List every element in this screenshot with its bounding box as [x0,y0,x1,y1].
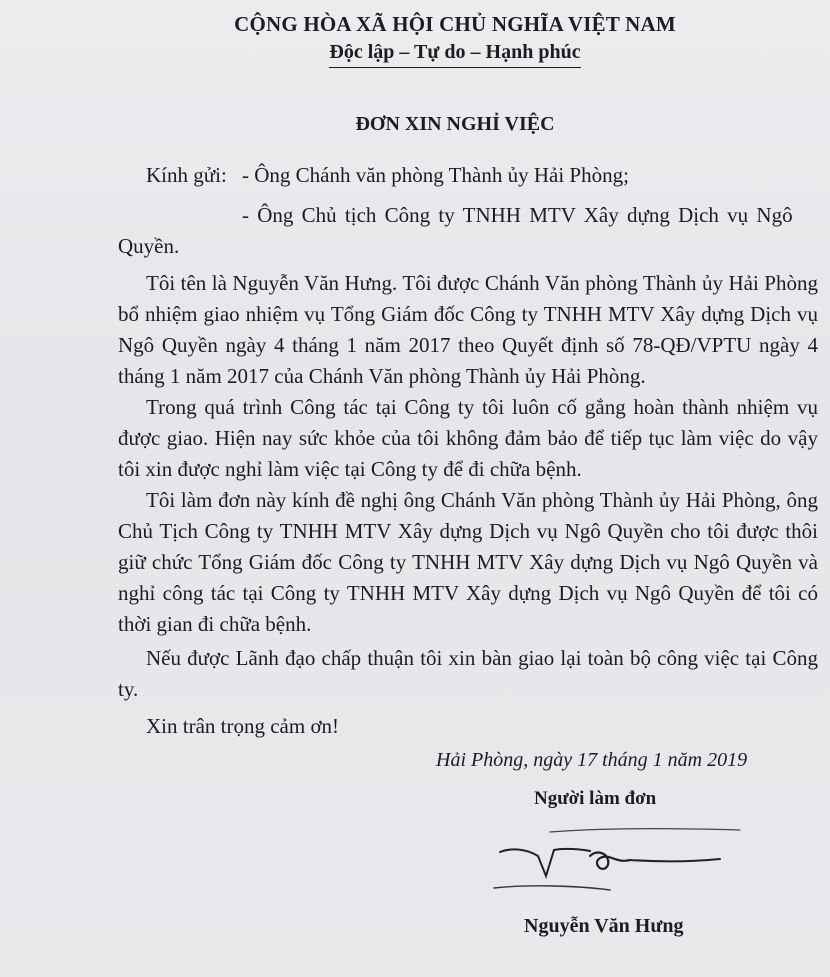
recipient-line-2-cont: Quyền. [118,234,180,258]
document-header [0,12,830,68]
document-title: ĐƠN XIN NGHỈ VIỆC [355,113,555,135]
signer-name: Nguyễn Văn Hưng [524,915,684,937]
place-and-date: Hải Phòng, ngày 17 tháng 1 năm 2019 [436,749,748,771]
paragraph-3: Tôi làm đơn này kính đề nghị ông Chánh Văn phòng Thành ủy Hải Phòng, ông Chủ Tịch Công ty TNHH MTV Xây dựng Dịch vụ Ngô Quyền cho tôi được thôi giữ chức Tổng Giám đốc Công ty TNHH MTV Xây dựng Dịch vụ Ngô Quyền và nghỉ công tác tại Công ty TNHH MTV Xây dựng Dịch vụ Ngô Quyền để tôi có thời gian đi chữa bệnh. [118,488,818,636]
national-title: CỘNG HÒA XÃ HỘI CHỦ NGHĨA VIỆT NAM [234,12,676,36]
paragraph-2: Trong quá trình Công tác tại Công ty tôi luôn cố gắng hoàn thành nhiệm vụ được giao. Hiện nay sức khỏe của tôi không đảm bảo để tiếp tục làm việc do vậy tôi xin được nghỉ làm việc tại Công ty để đi chữa bệnh. [118,395,818,481]
paragraph-1: Tôi tên là Nguyễn Văn Hưng. Tôi được Chánh Văn phòng Thành ủy Hải Phòng bổ nhiệm giao nhiệm vụ Tổng Giám đốc Công ty TNHH MTV Xây dựng Dịch vụ Ngô Quyền ngày 4 tháng 1 năm 2017 theo Quyết định số 78-QĐ/VPTU ngày 4 tháng 1 năm 2017 của Chánh Văn phòng Thành ủy Hải Phòng. [118,271,818,388]
national-motto: Độc lập – Tự do – Hạnh phúc [329,41,580,68]
recipient-label: Kính gửi: [146,163,227,187]
signer-label: Người làm đơn [534,788,657,809]
closing-line: Xin trân trọng cảm ơn! [146,714,340,738]
handwritten-signature [490,826,750,906]
paragraph-4: Nếu được Lãnh đạo chấp thuận tôi xin bàn giao lại toàn bộ công việc tại Công ty. [118,646,818,701]
recipient-line-2: - Ông Chủ tịch Công ty TNHH MTV Xây dựng Dịch vụ Ngô [242,203,793,227]
recipient-line-1: - Ông Chánh văn phòng Thành ủy Hải Phòng; [242,163,629,187]
